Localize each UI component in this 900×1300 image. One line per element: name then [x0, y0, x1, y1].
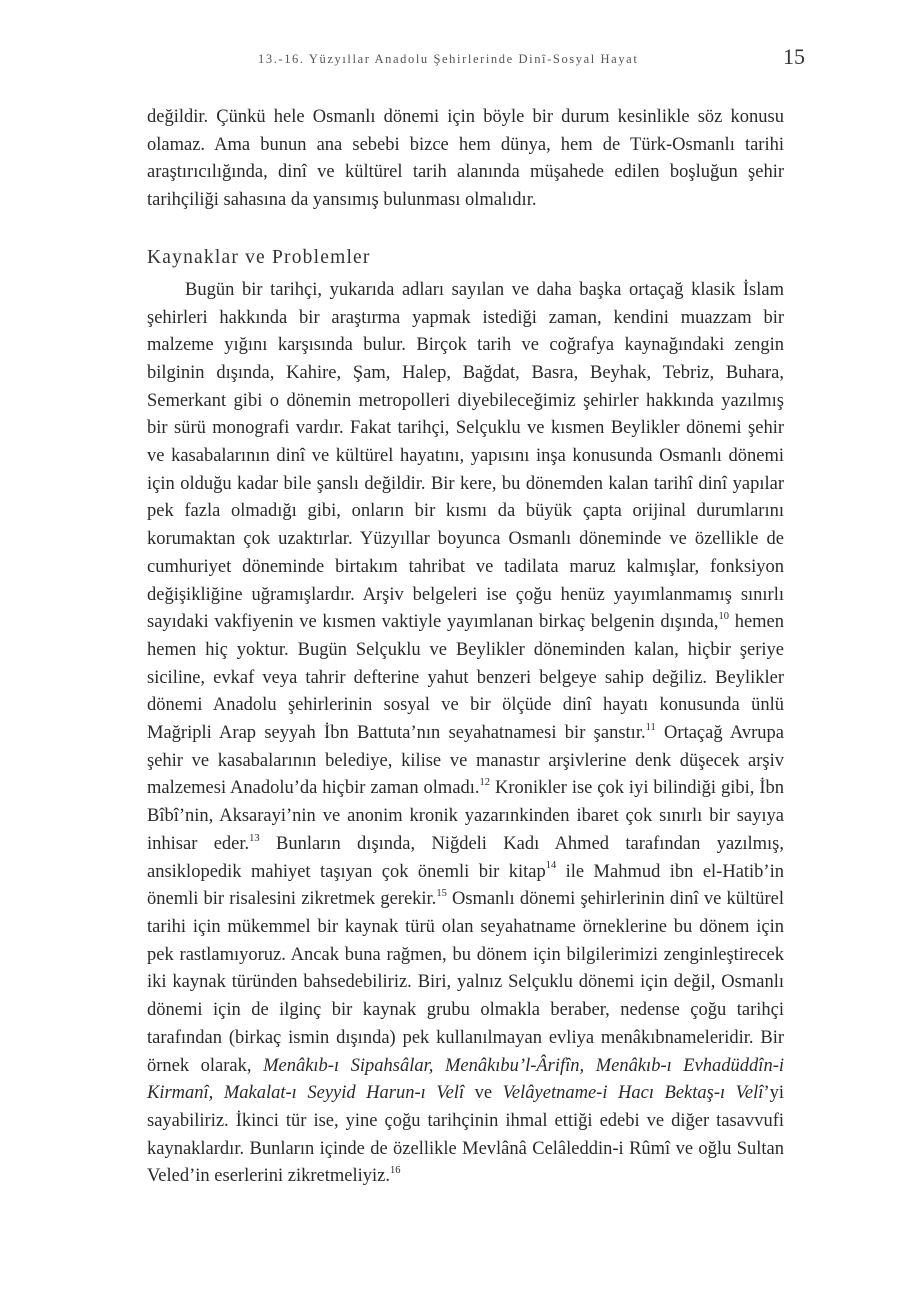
paragraph-text: Bunların dışında, Niğdeli Kadı Ahmed tarafından yazılmış, ansiklopedik mahiyet taşıyan çok önemli bir kitap [147, 833, 784, 882]
paragraph-text: ’yi sayabiliriz. İkinci tür ise, yine çoğu tarihçinin ihmal ettiği edebi ve diğer tasavvufi kaynaklardır. Bunların içinde de özellikle Mevlânâ Celâleddin-i Rûmî ve oğlu Sultan Veled’in eserlerini zikretmeliyiz. [147, 1083, 784, 1187]
footnote-ref-15[interactable]: 15 [436, 888, 447, 900]
footnote-ref-11[interactable]: 11 [645, 721, 656, 733]
paragraph-text: ile Mahmud ibn el-Hatib’in önemli bir risalesini zikretmek gerekir. [147, 861, 784, 910]
paragraph-text: Osmanlı dönemi şehirlerinin dinî ve kültürel tarihi için mükemmel bir kaynak türü olan seyahatname örneklerine bu dönem için pek rastlamıyoruz. Ancak buna rağmen, bu dönem için bilgilerimizi zenginleştirecek iki kaynak türünden bahsedebiliriz. Biri, yalnız Selçuklu dönemi için değil, Osmanlı dönemi için de ilginç bir kaynak grubu olmakla beraber, nedense çoğu tarihçi tarafından (birkaç ismin dışında) pek kullanılmayan evliya menâkıbnameleridir. Bir örnek olarak, [147, 889, 784, 1076]
footnote-ref-10[interactable]: 10 [718, 611, 729, 623]
page-number: 15 [783, 44, 805, 69]
footnote-ref-16[interactable]: 16 [389, 1165, 401, 1177]
paragraph-text: Bugün bir tarihçi, yukarıda adları sayılan ve daha başka ortaçağ klasik İslam şehirleri hakkında bir araştırma yapmak istediği zaman, kendini muazzam bir malzeme yığını karşısında bulur. Birçok tarih ve coğrafya kaynağındaki zengin bilginin dışında, Kahire, Şam, Halep, Bağdat, Basra, Beyhak, Tebriz, Buhara, Semerkant gibi o dönemin metropolleri diyebileceğimiz şehirler hakkında yazılmış bir sürü monografi vardır. Fakat tarihçi, Selçuklu ve kısmen Beylikler dönemi şehir ve kasabalarının dinî ve kültürel hayatını, yapısını inşa konusunda Osmanlı dönemi için olduğu kadar bile şanslı değildir. Bir kere, bu dönemden kalan tarihî dinî yapılar pek fazla olmadığı gibi, onların bir kısmı da büyük çapta orijinal durumlarını korumaktan çok uzaktırlar. Yüzyıllar boyunca Osmanlı döneminde ve özellikle de cumhuriyet döneminde birtakım tahribat ve tadilata maruz kalmışlar, fonksiyon değişikliğine uğramışlardır. Arşiv belgeleri ise çoğu henüz yayımlanmamış sınırlı sayıdaki vakfiyenin ve kısmen vaktiyle yayımlanan birkaç belgenin dışında, [147, 279, 784, 633]
main-paragraph [147, 277, 784, 1191]
paragraph-text: Kronikler ise çok iyi bilindiği gibi, İbn Bîbî’nin, Aksarayi’nin ve anonim kronik yazarınkinden ibaret çok sınırlı bir sayıya inhisar eder. [147, 778, 784, 854]
italic-title-list: Menâkıb-ı Sipahsâlar, Menâkıbu’l-Ârifîn, Menâkıb-ı Evhadüddîn-i Kirmanî, Makalat-ı Seyyid Harun-ı Velî [147, 1055, 784, 1104]
footnote-ref-12[interactable]: 12 [479, 777, 491, 789]
intro-paragraph: değildir. Çünkü hele Osmanlı dönemi için böyle bir durum kesinlikle söz konusu olamaz. Ama bunun ana sebebi bizce hem dünya, hem de Türk-Osmanlı tarihi araştırıcılığında, dinî ve kültürel tarih alanında müşahede edilen boşluğun şehir tarihçiliği sahasına da yansımış bulunması olmalıdır. [147, 107, 784, 211]
footnote-ref-14[interactable]: 14 [545, 860, 557, 872]
paragraph-text: ve [464, 1083, 503, 1104]
page-body [147, 104, 784, 1191]
italic-title: Velâyetname-i Hacı Bektaş-ı Velî [502, 1083, 764, 1104]
running-header: 13.-16. Yüzyıllar Anadolu Şehirlerinde Dinî-Sosyal Hayat [258, 52, 639, 66]
paragraph-text: Ortaçağ Avrupa şehir ve kasabalarının belediye, kilise ve manastır arşivlerine denk düşecek arşiv malzemesi Anadolu’da hiçbir zaman olmadı. [147, 723, 785, 799]
section-heading: Kaynaklar ve Problemler [147, 246, 371, 268]
footnote-ref-13[interactable]: 13 [249, 832, 260, 844]
paragraph-text: hemen hemen hiç yoktur. Bugün Selçuklu ve Beylikler döneminden kalan, hiçbir şeriye siciline, evkaf veya tahrir defterine yahut benzeri belgeye sahip değiliz. Beylikler dönemi Anadolu şehirlerinin sosyal ve bir ölçüde dinî hayatı konusunda ünlü Mağripli Arap seyyah İbn Battuta’nın seyahatnamesi bir şanstır. [147, 612, 785, 744]
